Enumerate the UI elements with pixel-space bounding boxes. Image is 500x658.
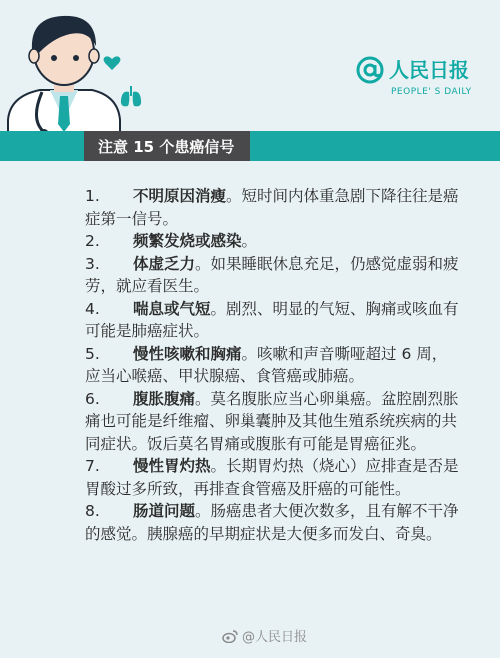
people-daily-logo: [355, 55, 472, 97]
weibo-watermark: [222, 626, 307, 645]
item-title: 腹胀腹痛: [133, 389, 196, 408]
item-text: 。如果睡眠休息充足，仍感觉虚弱和疲劳，就应看医生。: [85, 254, 459, 295]
item-text: 。长期胃灼热（烧心）应排查是否是胃酸过多所致，再排查食管癌及肝癌的可能性。: [85, 457, 459, 498]
weibo-icon: [222, 629, 238, 643]
cancer-signal-list: [85, 185, 460, 545]
item-title: 喘息或气短: [133, 299, 211, 318]
watermark-text: @人民日报: [242, 630, 308, 645]
list-item: 5.慢性咳嗽和胸痛。咳嗽和声音嘶哑超过 6 周，应当心喉癌、甲状腺癌、食管癌或肺癌。: [85, 344, 448, 385]
logo-text: 人民日报: [389, 58, 469, 82]
item-text: 。剧烈、明显的气短、胸痛或咳血有可能是肺癌症状。: [85, 299, 459, 340]
item-title: 慢性咳嗽和胸痛: [133, 344, 242, 363]
list-item: 7.慢性胃灼热。长期胃灼热（烧心）应排查是否是胃酸过多所致，再排查食管癌及肝癌的可能性。: [85, 457, 459, 498]
list-item: 4.喘息或气短。剧烈、明显的气短、胸痛或咳血有可能是肺癌症状。: [85, 299, 459, 340]
item-text: 。咳嗽和声音嘶哑超过 6 周，应当心喉癌、甲状腺癌、食管癌或肺癌。: [85, 344, 448, 385]
item-text: 。莫名腹胀应当心卵巢癌。盆腔剧烈胀痛也可能是纤维瘤、卵巢囊肿及其他生殖系统疾病的共同症状。饭后莫名胃痛或腹胀有可能是胃癌征兆。: [85, 389, 459, 453]
list-item: 1.不明原因消瘦。短时间内体重急剧下降往往是癌症第一信号。: [85, 187, 459, 228]
heart-icon: [103, 55, 121, 71]
page-title: 注意 15 个患癌信号: [84, 131, 250, 161]
banner-strip: [0, 131, 500, 161]
list-item: 8.肠道问题。肠癌患者大便次数多，且有解不干净的感觉。胰腺癌的早期症状是大便多而发白、奇臭。: [85, 502, 459, 543]
list-item: 6.腹胀腹痛。莫名腹胀应当心卵巢癌。盆腔剧烈胀痛也可能是纤维瘤、卵巢囊肿及其他生殖系统疾病的共同症状。饭后莫名胃痛或腹胀有可能是胃癌征兆。: [85, 389, 459, 453]
list-item: 3.体虚乏力。如果睡眠休息充足，仍感觉虚弱和疲劳，就应看医生。: [85, 254, 459, 295]
logo-subtext: PEOPLE' S DAILY: [391, 87, 472, 97]
item-title: 体虚乏力: [133, 254, 196, 273]
item-title: 肠道问题: [133, 502, 196, 520]
item-title: 慢性胃灼热: [133, 457, 211, 475]
list-item: 2.频繁发烧或感染。: [85, 232, 258, 250]
doctor-illustration: [0, 0, 160, 150]
item-title: 不明原因消瘦: [133, 187, 227, 205]
item-text: 。肠癌患者大便次数多，且有解不干净的感觉。胰腺癌的早期症状是大便多而发白、奇臭。: [85, 502, 459, 543]
item-title: 频繁发烧或感染: [133, 232, 242, 250]
lungs-icon: [118, 84, 144, 110]
item-text: 。短时间内体重急剧下降往往是癌症第一信号。: [85, 187, 459, 228]
at-sign-icon: [355, 55, 385, 85]
item-text: 。: [241, 232, 258, 250]
